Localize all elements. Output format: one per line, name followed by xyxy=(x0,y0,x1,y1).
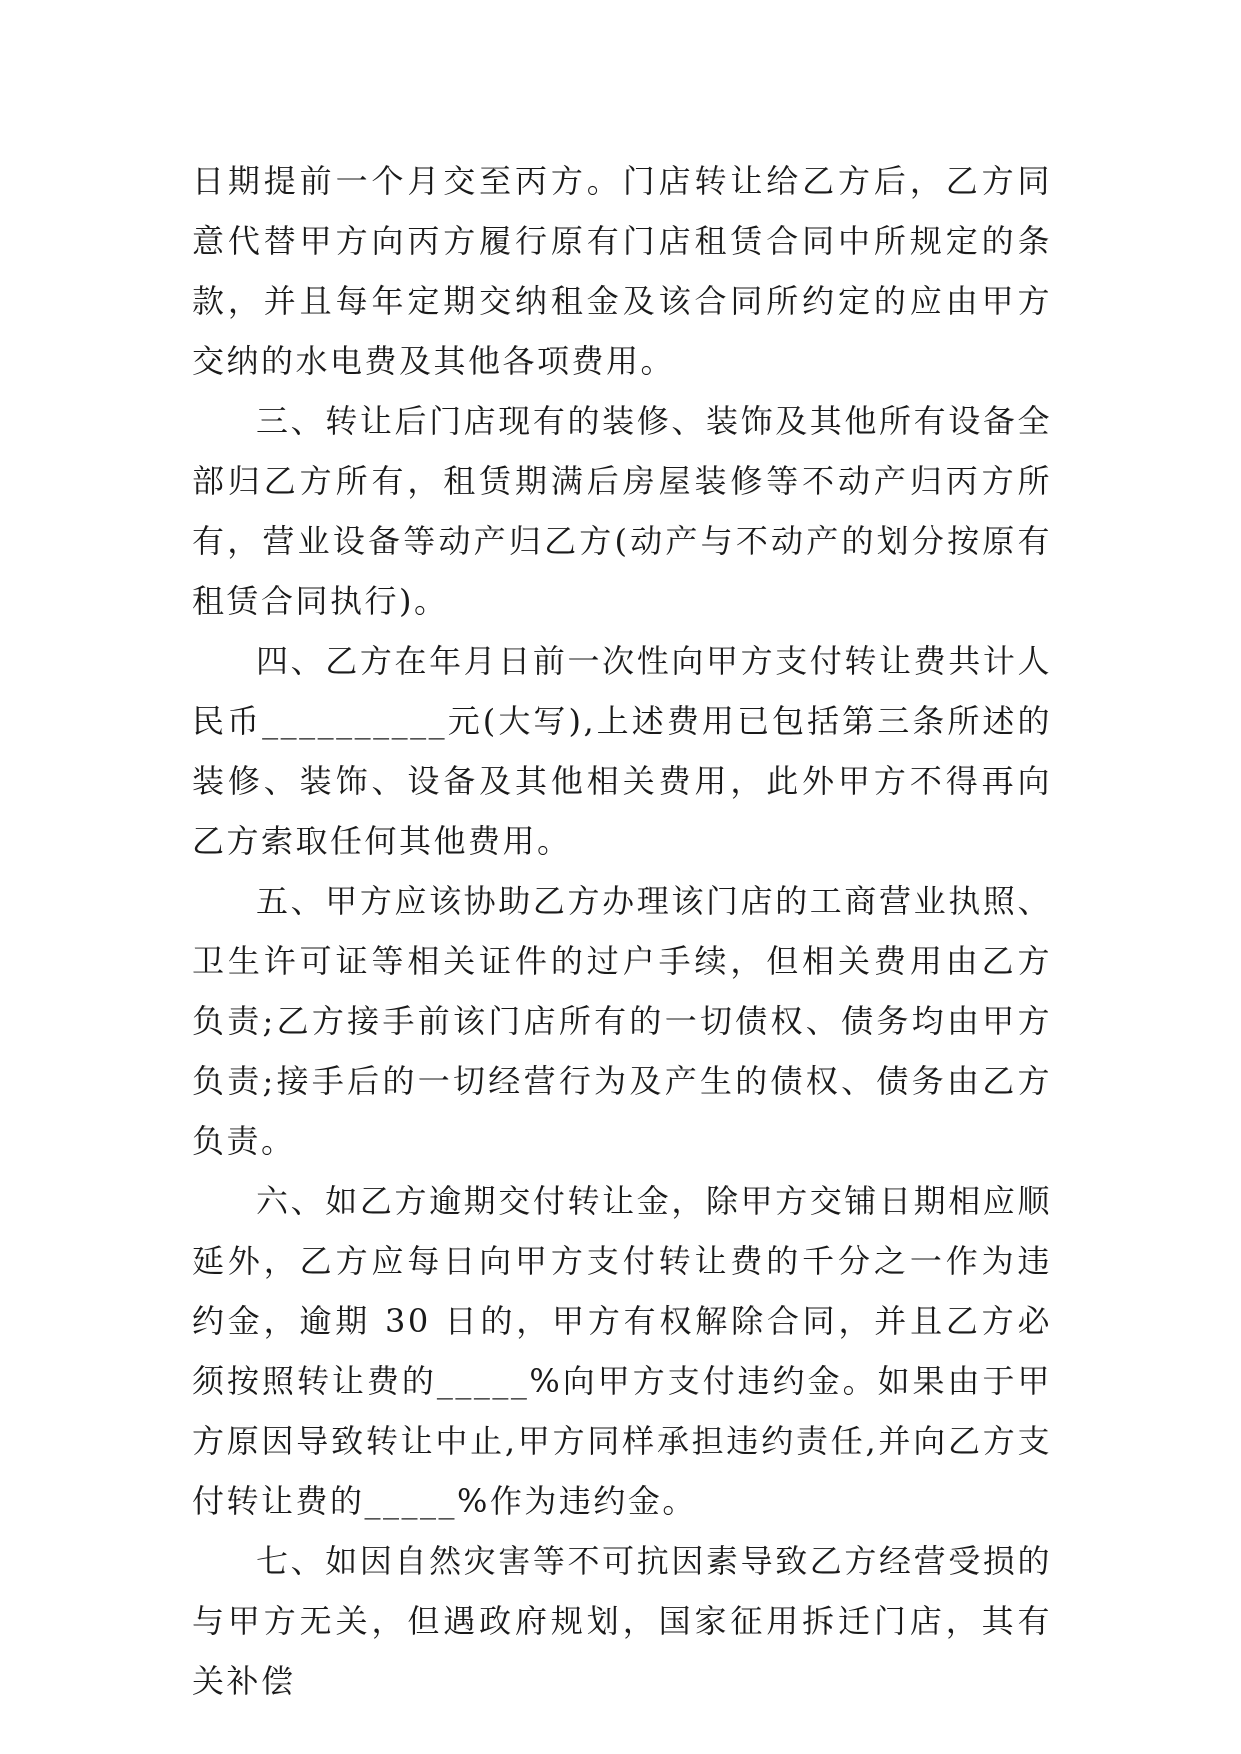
document-body xyxy=(192,151,1052,1711)
paragraph-clause-7: 七、如因自然灾害等不可抗因素导致乙方经营受损的与甲方无关，但遇政府规划，国家征用拆迁门店，其有关补偿 xyxy=(192,1542,1052,1700)
paragraph-continuation: 日期提前一个月交至丙方。门店转让给乙方后，乙方同意代替甲方向丙方履行原有门店租赁合同中所规定的条款，并且每年定期交纳租金及该合同所约定的应由甲方交纳的水电费及其他各项费用。 xyxy=(192,162,1052,380)
paragraph-clause-6: 六、如乙方逾期交付转让金，除甲方交铺日期相应顺延外，乙方应每日向甲方支付转让费的千分之一作为违约金，逾期 30 日的，甲方有权解除合同，并且乙方必须按照转让费的_____%向甲方支付违约金。如果由于甲方原因导致转让中止,甲方同样承担违约责任,并向乙方支付转让费的_____%作为违约金。 xyxy=(192,1182,1052,1520)
paragraph-clause-4: 四、乙方在年月日前一次性向甲方支付转让费共计人民币__________元(大写),上述费用已包括第三条所述的装修、装饰、设备及其他相关费用，此外甲方不得再向乙方索取任何其他费用。 xyxy=(192,642,1052,860)
paragraph-clause-5: 五、甲方应该协助乙方办理该门店的工商营业执照、卫生许可证等相关证件的过户手续，但相关费用由乙方负责;乙方接手前该门店所有的一切债权、债务均由甲方负责;接手后的一切经营行为及产生的债权、债务由乙方负责。 xyxy=(192,882,1052,1160)
paragraph-clause-3: 三、转让后门店现有的装修、装饰及其他所有设备全部归乙方所有，租赁期满后房屋装修等不动产归丙方所有，营业设备等动产归乙方(动产与不动产的划分按原有租赁合同执行)。 xyxy=(192,402,1052,620)
